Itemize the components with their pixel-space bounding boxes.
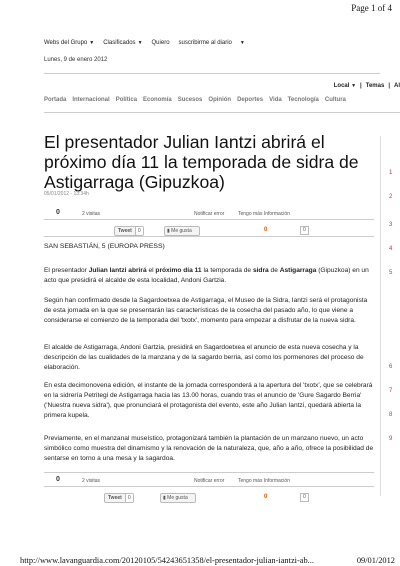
more-info-link[interactable]: Tengo más Información — [238, 211, 290, 217]
article-title: El presentador Julian Iantzi abrirá el próximo día 11 la temporada de sidra de Astigarraga (Gipuzkoa) — [44, 132, 359, 192]
nav-local[interactable]: Local ▼ — [333, 83, 357, 89]
like-icon: ▮ — [163, 495, 166, 501]
sidebar-number[interactable]: 5 — [389, 270, 393, 276]
footer-date: 09/01/2012 — [356, 556, 395, 565]
visits: 2 visitas — [82, 478, 101, 484]
share-bar-top — [44, 209, 374, 239]
like-button[interactable]: ▮ Me gusta — [160, 493, 196, 503]
visits: 2 visitas — [82, 211, 101, 217]
nav-portada[interactable]: Portada — [44, 97, 67, 103]
chevron-down-icon: ▼ — [137, 40, 143, 46]
divider — [44, 472, 374, 473]
sidebar-number[interactable]: 3 — [389, 222, 393, 228]
like-icon: ▮ — [167, 228, 170, 234]
page-number: Page 1 of 4 — [351, 3, 392, 13]
more-info-link[interactable]: Tengo más Información — [238, 478, 290, 484]
paragraph-1: El presentador Julian Iantzi abrirá el próximo día 11 la temporada de sidra de Astigarraga (Gipuzkoa) en un acto que presidirá el alcalde de esta localidad, Andoni Gartzia. — [44, 267, 369, 284]
nav-politica[interactable]: Política — [115, 97, 138, 103]
nav-tecnologia[interactable]: Tecnología — [287, 97, 319, 103]
main-nav — [44, 97, 346, 103]
extra-count: 0 — [300, 226, 309, 235]
sidebar-number[interactable]: 4 — [389, 246, 393, 252]
chevron-down-icon: ▼ — [351, 83, 357, 89]
report-error-link[interactable]: Notificar error — [194, 211, 225, 217]
top-bar — [44, 40, 245, 46]
divider — [44, 486, 374, 487]
topbar-webs-del-grupo[interactable]: Webs del Grupo ▼ — [44, 40, 95, 46]
paragraph-4: En esta decimonovena edición, el instante de la jornada corresponderá a la apertura del 'txotx', que se celebrará en la sidrería Petritegi de Astigarraga hacia las 13.00 horas, cuando tras el anuncio de 'Gure Sagardo Berria' ('Nuestra nueva sidra'), que pronunciará el protagonista del evento, este año Julian Iantzi, quedará abierta la primera kupela. — [44, 382, 373, 419]
chevron-down-icon: ▼ — [89, 40, 95, 46]
divider — [44, 73, 380, 74]
nav-opinion[interactable]: Opinión — [208, 97, 232, 103]
nav-deportes[interactable]: Deportes — [237, 97, 264, 103]
footer-url: http://www.lavanguardia.com/20120105/54243651358/el-presentador-julian-iantzi-ab... — [20, 556, 314, 565]
extra-count: 0 — [300, 493, 309, 502]
article-meta: 05/01/2012 - 13:34h — [44, 191, 89, 197]
paragraph-3: El alcalde de Astigarraga, Andoni Gartzia, presidirá en Sagardoetxea el anuncio de esta nueva cosecha y la descripción de las cualidades de la manzana y de la sagardo berria, así como los pormenores del proceso de elaboración. — [44, 344, 364, 371]
tweet-button[interactable]: Tweet 0 — [114, 226, 144, 236]
right-nav — [334, 83, 400, 89]
topbar-clasificados[interactable]: Clasificados ▼ — [103, 40, 143, 46]
like-button[interactable]: ▮ Me gusta — [164, 226, 200, 236]
comment-count[interactable]: 0 — [264, 227, 268, 233]
share-bar-bottom — [44, 476, 374, 506]
nav-temas[interactable]: Temas — [365, 83, 385, 89]
nav-separator: | — [360, 83, 362, 89]
chevron-down-icon: ▼ — [239, 40, 245, 46]
nav-economia[interactable]: Economía — [143, 97, 172, 103]
topbar-quiero: Quiero — [151, 40, 170, 46]
topbar-suscribirme[interactable]: suscribirme al diario ▼ — [178, 40, 245, 46]
sidebar-truncated — [380, 136, 400, 496]
nav-sucesos[interactable]: Sucesos — [177, 97, 203, 103]
sidebar-number[interactable]: 1 — [389, 170, 393, 176]
current-date: Lunes, 9 de enero 2012 — [44, 57, 108, 63]
dateline: SAN SEBASTIÁN, 5 (EUROPA PRESS) — [44, 243, 165, 250]
paragraph-2: Según han confirmado desde la Sagardoetxea de Astigarraga, el Museo de la Sidra, Iantzi será el protagonista de esta jornada en la que se presentarán las características de la cosecha del pasado año, lo que viene a considerarse el comienzo de la temporada del 'txotx', momento para empezar a disfrutar de la nueva sidra. — [44, 297, 368, 324]
nav-vida[interactable]: Vida — [269, 97, 282, 103]
share-count: 0 — [56, 476, 60, 483]
nav-separator: | — [388, 83, 390, 89]
sidebar-number[interactable]: 8 — [389, 412, 393, 418]
sidebar-number[interactable]: 9 — [389, 436, 393, 442]
paragraph-5: Previamente, en el manzanal museístico, protagonizará también la plantación de un manzano nuevo, un acto simbólico como muestra del dinamismo y la renovación de la naturaleza, que, año a año, ofrece la posibilidad de sentarse en torno a una mesa y la sagardoa. — [44, 435, 374, 462]
print-footer — [20, 556, 395, 565]
nav-internacional[interactable]: Internacional — [72, 97, 110, 103]
nav-al[interactable]: Al — [394, 83, 400, 89]
sidebar-number[interactable]: 7 — [389, 388, 393, 394]
sidebar-number[interactable]: 6 — [389, 364, 393, 370]
sidebar-number[interactable]: 2 — [389, 194, 393, 200]
divider — [44, 112, 400, 113]
nav-cultura[interactable]: Cultura — [324, 97, 346, 103]
divider — [44, 219, 374, 220]
report-error-link[interactable]: Notificar error — [194, 478, 225, 484]
divider — [44, 236, 374, 237]
share-count: 0 — [56, 209, 60, 216]
tweet-button[interactable]: Tweet 0 — [104, 493, 134, 503]
comment-count[interactable]: 0 — [264, 494, 268, 500]
